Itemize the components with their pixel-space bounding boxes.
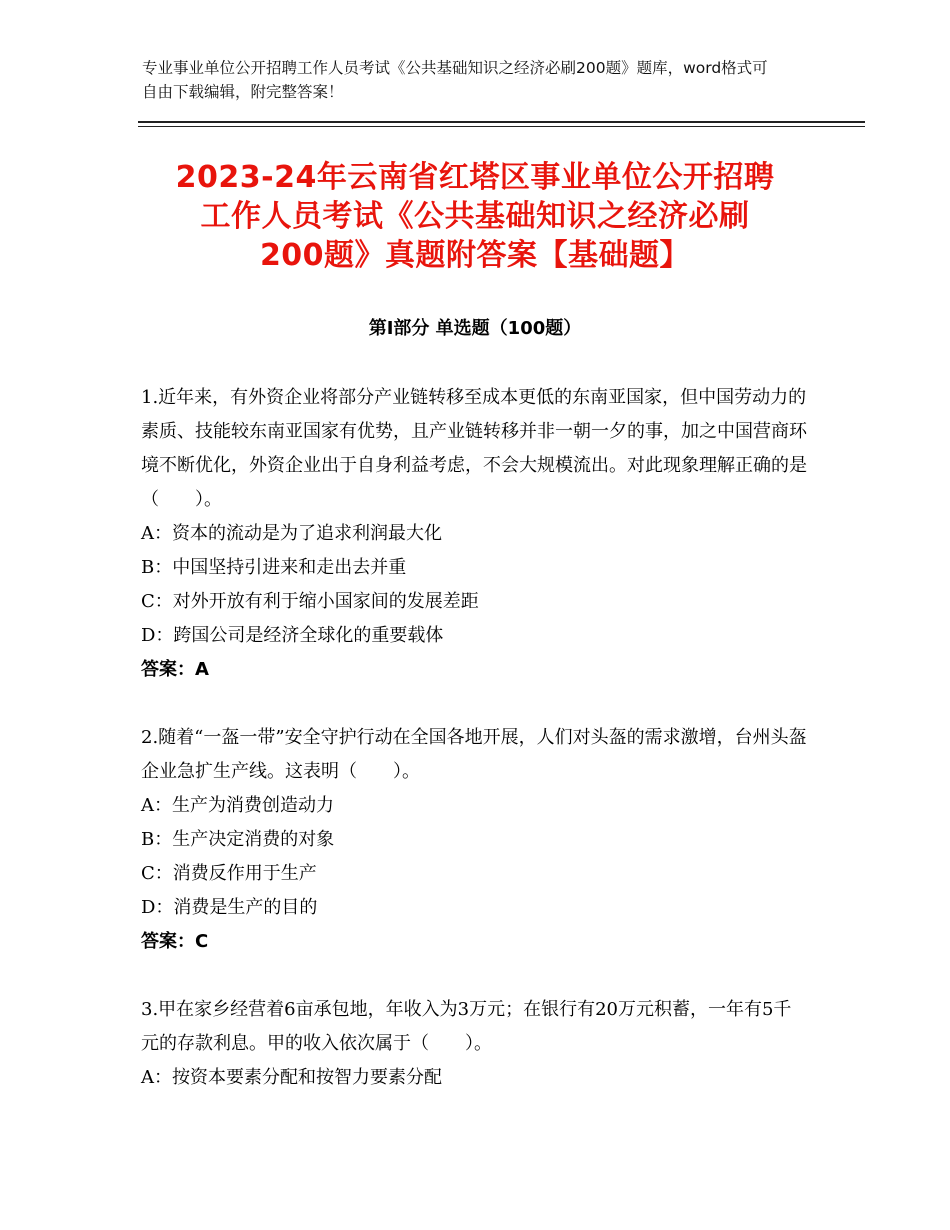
title-line: 2023-24年云南省红塔区事业单位公开招聘 bbox=[175, 160, 775, 195]
header-divider-thin bbox=[138, 126, 865, 127]
option-a: A：按资本要素分配和按智力要素分配 bbox=[141, 1067, 442, 1088]
option-d: D：跨国公司是经济全球化的重要载体 bbox=[141, 625, 444, 646]
document-title bbox=[120, 158, 830, 275]
answer-label: 答案：C bbox=[141, 931, 209, 952]
header-divider-thick bbox=[138, 121, 865, 123]
question-item bbox=[141, 993, 809, 1095]
option-a: A：资本的流动是为了追求利润最大化 bbox=[141, 523, 442, 544]
question-stem: 1.近年来，有外资企业将部分产业链转移至成本更低的东南亚国家，但中国劳动力的素质、技能较东南亚国家有优势，且产业链转移并非一朝一夕的事，加之中国营商环境不断优化，外资企业出于自身利益考虑，不会大规模流出。对此现象理解正确的是（ ）。 bbox=[141, 387, 807, 510]
title-line: 工作人员考试《公共基础知识之经济必刷 bbox=[200, 199, 750, 234]
option-b: B：生产决定消费的对象 bbox=[141, 829, 335, 850]
question-item bbox=[141, 721, 809, 959]
answer-label: 答案：A bbox=[141, 659, 209, 680]
option-b: B：中国坚持引进来和走出去并重 bbox=[141, 557, 407, 578]
question-stem: 3.甲在家乡经营着6亩承包地，年收入为3万元；在银行有20万元积蓄，一年有5千元的存款利息。甲的收入依次属于（ ）。 bbox=[141, 999, 792, 1054]
title-line: 200题》真题附答案【基础题】 bbox=[259, 238, 691, 273]
question-list bbox=[141, 381, 809, 1129]
question-item bbox=[141, 381, 809, 687]
option-d: D：消费是生产的目的 bbox=[141, 897, 318, 918]
question-stem: 2.随着“一盔一带”安全守护行动在全国各地开展，人们对头盔的需求激增，台州头盔企业急扩生产线。这表明（ ）。 bbox=[141, 727, 807, 782]
option-c: C：消费反作用于生产 bbox=[141, 863, 317, 884]
section-heading: 第Ⅰ部分 单选题（100题） bbox=[368, 318, 582, 339]
option-a: A：生产为消费创造动力 bbox=[141, 795, 334, 816]
option-c: C：对外开放有利于缩小国家间的发展差距 bbox=[141, 591, 479, 612]
header-note: 专业事业单位公开招聘工作人员考试《公共基础知识之经济必刷200题》题库，word格式可自由下载编辑，附完整答案！ bbox=[142, 59, 768, 101]
